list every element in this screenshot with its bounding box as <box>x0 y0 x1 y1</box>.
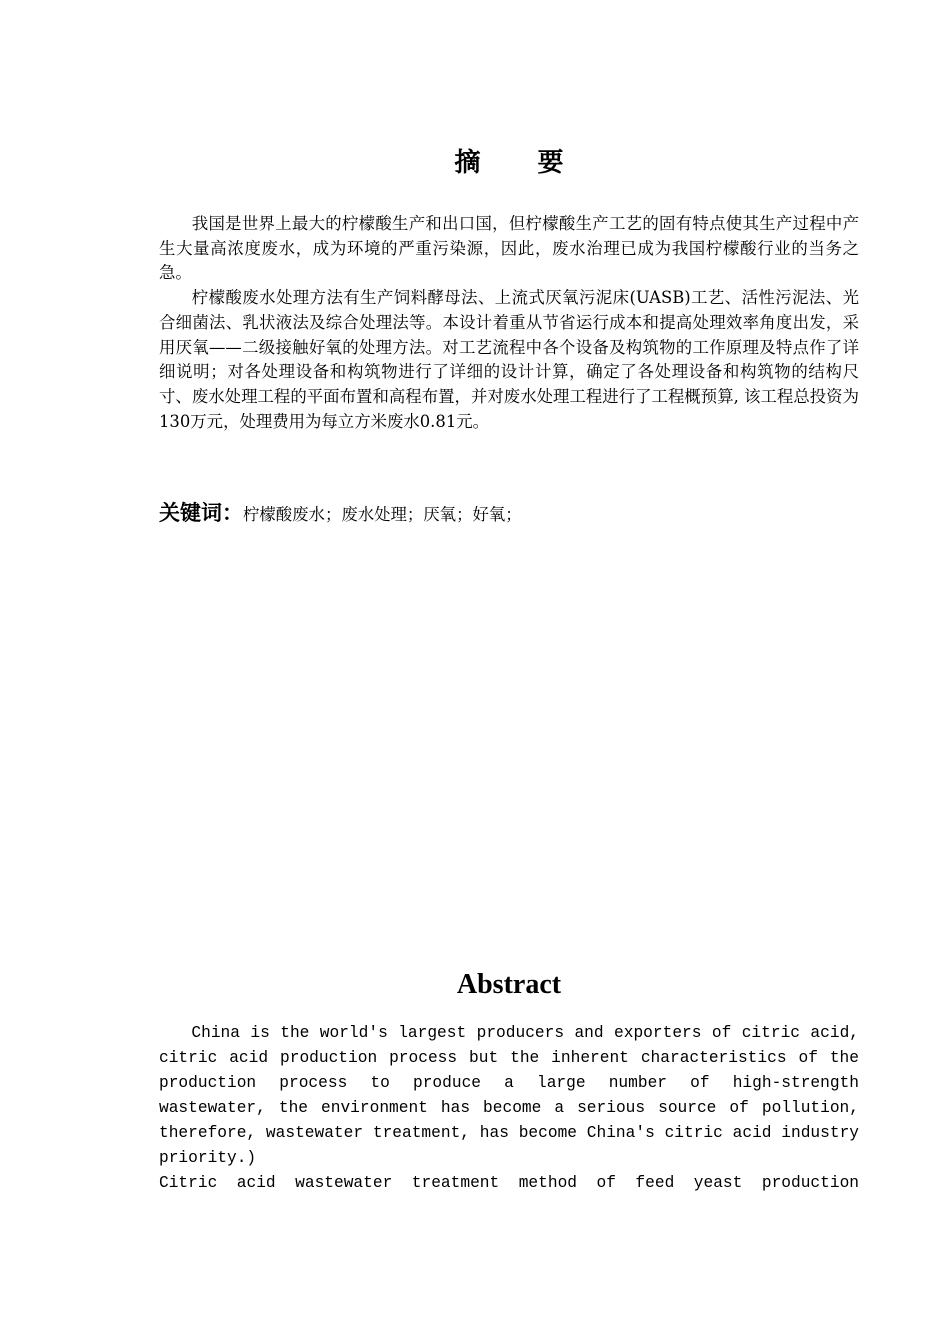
chinese-abstract-title: 摘 要 <box>454 148 588 178</box>
keywords-text: 柠檬酸废水；废水处理；厌氧；好氧； <box>243 505 522 524</box>
chinese-abstract-body <box>159 212 859 434</box>
keywords-label: 关键词： <box>159 501 243 525</box>
keywords-line <box>159 497 859 531</box>
chinese-abstract-paragraph-1: 我国是世界上最大的柠檬酸生产和出口国，但柠檬酸生产工艺的固有特点使其生产过程中产生大量高浓度废水，成为环境的严重污染源，因此，废水治理已成为我国柠檬酸行业的当务之急。 <box>159 214 859 283</box>
english-abstract-paragraph-2: Citric acid wastewater treatment method of feed yeast production <box>159 1174 859 1192</box>
english-abstract-body <box>159 1021 859 1196</box>
english-abstract-paragraph-1: China is the world's largest producers and exporters of citric acid, citric acid production process but the inherent characteristics of the production process to produce a large number of high-strength wastewater, the environment has become a serious source of pollution, therefore, wastewater treatment, has become China's citric acid industry priority.) <box>159 1024 859 1167</box>
chinese-abstract-paragraph-2: 柠檬酸废水处理方法有生产饲料酵母法、上流式厌氧污泥床(UASB)工艺、活性污泥法、光合细菌法、乳状液法及综合处理法等。本设计着重从节省运行成本和提高处理效率角度出发，采用厌氧——二级接触好氧的处理方法。对工艺流程中各个设备及构筑物的工作原理及特点作了详细说明；对各处理设备和构筑物进行了详细的设计计算，确定了各处理设备和构筑物的结构尺寸、废水处理工程的平面布置和高程布置，并对废水处理工程进行了工程概预算, 该工程总投资为130万元，处理费用为每立方米废水0.81元。 <box>159 288 859 431</box>
english-abstract-title: Abstract <box>456 969 562 1000</box>
